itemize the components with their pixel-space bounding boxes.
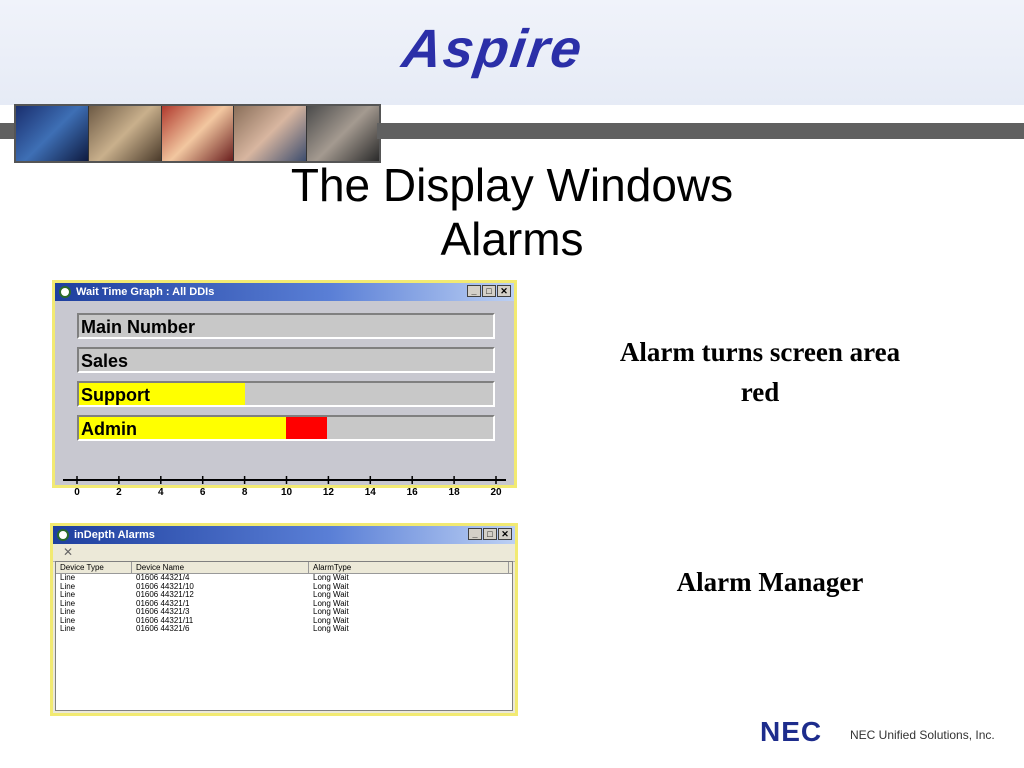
alarm-type-cell: Long Wait (313, 624, 349, 633)
axis-tick-label: 14 (364, 487, 376, 498)
header-divider (377, 123, 1024, 139)
device-type-cell: Line (60, 607, 76, 616)
caption-alarm-red-line1: Alarm turns screen area (619, 337, 901, 367)
window-controls (468, 528, 512, 540)
axis-tick-label: 2 (116, 487, 122, 498)
device-type-cell: Line (60, 590, 76, 599)
slide-title-line2: Alarms (440, 213, 584, 265)
maximize-icon[interactable]: □ (482, 285, 496, 297)
company-name: NEC Unified Solutions, Inc. (850, 728, 995, 742)
caption-alarm-red (560, 332, 960, 412)
device-name-cell: 01606 44321/4 (136, 573, 190, 582)
wait-bar-red (286, 417, 327, 439)
device-name-cell: 01606 44321/6 (136, 624, 190, 633)
minimize-icon[interactable]: _ (467, 285, 481, 297)
close-icon[interactable]: ✕ (498, 528, 512, 540)
axis-tick-label: 16 (406, 487, 418, 498)
alarm-type-cell: Long Wait (313, 615, 349, 625)
caption-alarm-red-line2: red (740, 377, 780, 407)
wait-window-titlebar[interactable] (55, 283, 514, 301)
axis-tick-label: 6 (199, 487, 206, 498)
alarm-row[interactable] (56, 574, 512, 583)
alarm-manager-window[interactable] (50, 523, 518, 716)
axis-tick-label: 18 (448, 487, 460, 498)
photo-4 (234, 106, 307, 161)
device-type-cell: Line (60, 598, 76, 608)
axis-tick-label: 20 (490, 487, 502, 498)
photo-strip (14, 104, 381, 163)
device-name-cell: 01606 44321/1 (136, 598, 190, 608)
axis-tick-label: 10 (280, 487, 293, 498)
wait-row (77, 347, 495, 373)
photo-3 (162, 106, 235, 161)
delete-alarm-icon[interactable]: ✕ (62, 545, 74, 559)
wait-graph-body (55, 301, 514, 498)
wait-row-label: Support (81, 385, 150, 405)
wait-window-title: Wait Time Graph : All DDIs (76, 286, 215, 298)
column-header-alarm-type[interactable]: AlarmType (309, 562, 509, 573)
axis-tick-label: 8 (241, 487, 248, 498)
wait-row-label: Sales (81, 351, 129, 371)
wait-axis (55, 472, 514, 506)
alarm-list[interactable] (55, 561, 513, 711)
wait-row-label: Main Number (81, 317, 196, 337)
maximize-icon[interactable]: □ (483, 528, 497, 540)
aspire-logo: Aspire (398, 19, 588, 79)
axis-tick-label: 4 (158, 487, 164, 498)
alarm-row[interactable] (56, 583, 512, 592)
alarm-type-cell: Long Wait (313, 598, 349, 608)
alarm-list-header (56, 562, 512, 574)
device-name-cell: 01606 44321/10 (136, 581, 194, 591)
app-icon (57, 529, 69, 541)
device-type-cell: Line (60, 624, 76, 633)
alarm-window-title: inDepth Alarms (74, 529, 155, 541)
slide-title (200, 158, 824, 266)
alarm-row[interactable] (56, 625, 512, 634)
photo-2 (89, 106, 162, 161)
alarm-toolbar (53, 544, 515, 562)
device-type-cell: Line (60, 573, 76, 582)
alarm-row[interactable] (56, 617, 512, 626)
device-type-cell: Line (60, 615, 76, 625)
axis-svg (55, 472, 514, 506)
photo-1 (16, 106, 89, 161)
photo-5 (307, 106, 379, 161)
alarm-window-titlebar[interactable] (53, 526, 515, 544)
wait-row (77, 415, 495, 441)
alarm-type-cell: Long Wait (313, 607, 349, 616)
axis-tick-label: 0 (74, 487, 80, 498)
alarm-row[interactable] (56, 608, 512, 617)
column-header-device-name[interactable]: Device Name (132, 562, 309, 573)
wait-row (77, 381, 495, 407)
app-icon (59, 286, 71, 298)
caption-alarm-manager: Alarm Manager (676, 567, 864, 597)
alarm-row[interactable] (56, 591, 512, 600)
column-header-device-type[interactable]: Device Type (56, 562, 132, 573)
minimize-icon[interactable]: _ (468, 528, 482, 540)
device-type-cell: Line (60, 581, 76, 591)
alarm-type-cell: Long Wait (313, 573, 349, 582)
alarm-type-cell: Long Wait (313, 590, 349, 599)
window-controls (467, 285, 511, 297)
alarm-type-cell: Long Wait (313, 581, 349, 591)
alarm-row[interactable] (56, 600, 512, 609)
close-icon[interactable]: ✕ (497, 285, 511, 297)
header-divider-left (0, 123, 14, 139)
device-name-cell: 01606 44321/12 (136, 590, 194, 599)
slide-title-line1: The Display Windows (290, 159, 734, 211)
device-name-cell: 01606 44321/11 (136, 615, 194, 625)
wait-time-graph-window[interactable] (52, 280, 517, 498)
wait-row (77, 313, 495, 339)
nec-logo: NEC (760, 716, 823, 747)
axis-tick-label: 12 (322, 487, 334, 498)
device-name-cell: 01606 44321/3 (136, 607, 190, 616)
wait-row-label: Admin (81, 419, 137, 439)
